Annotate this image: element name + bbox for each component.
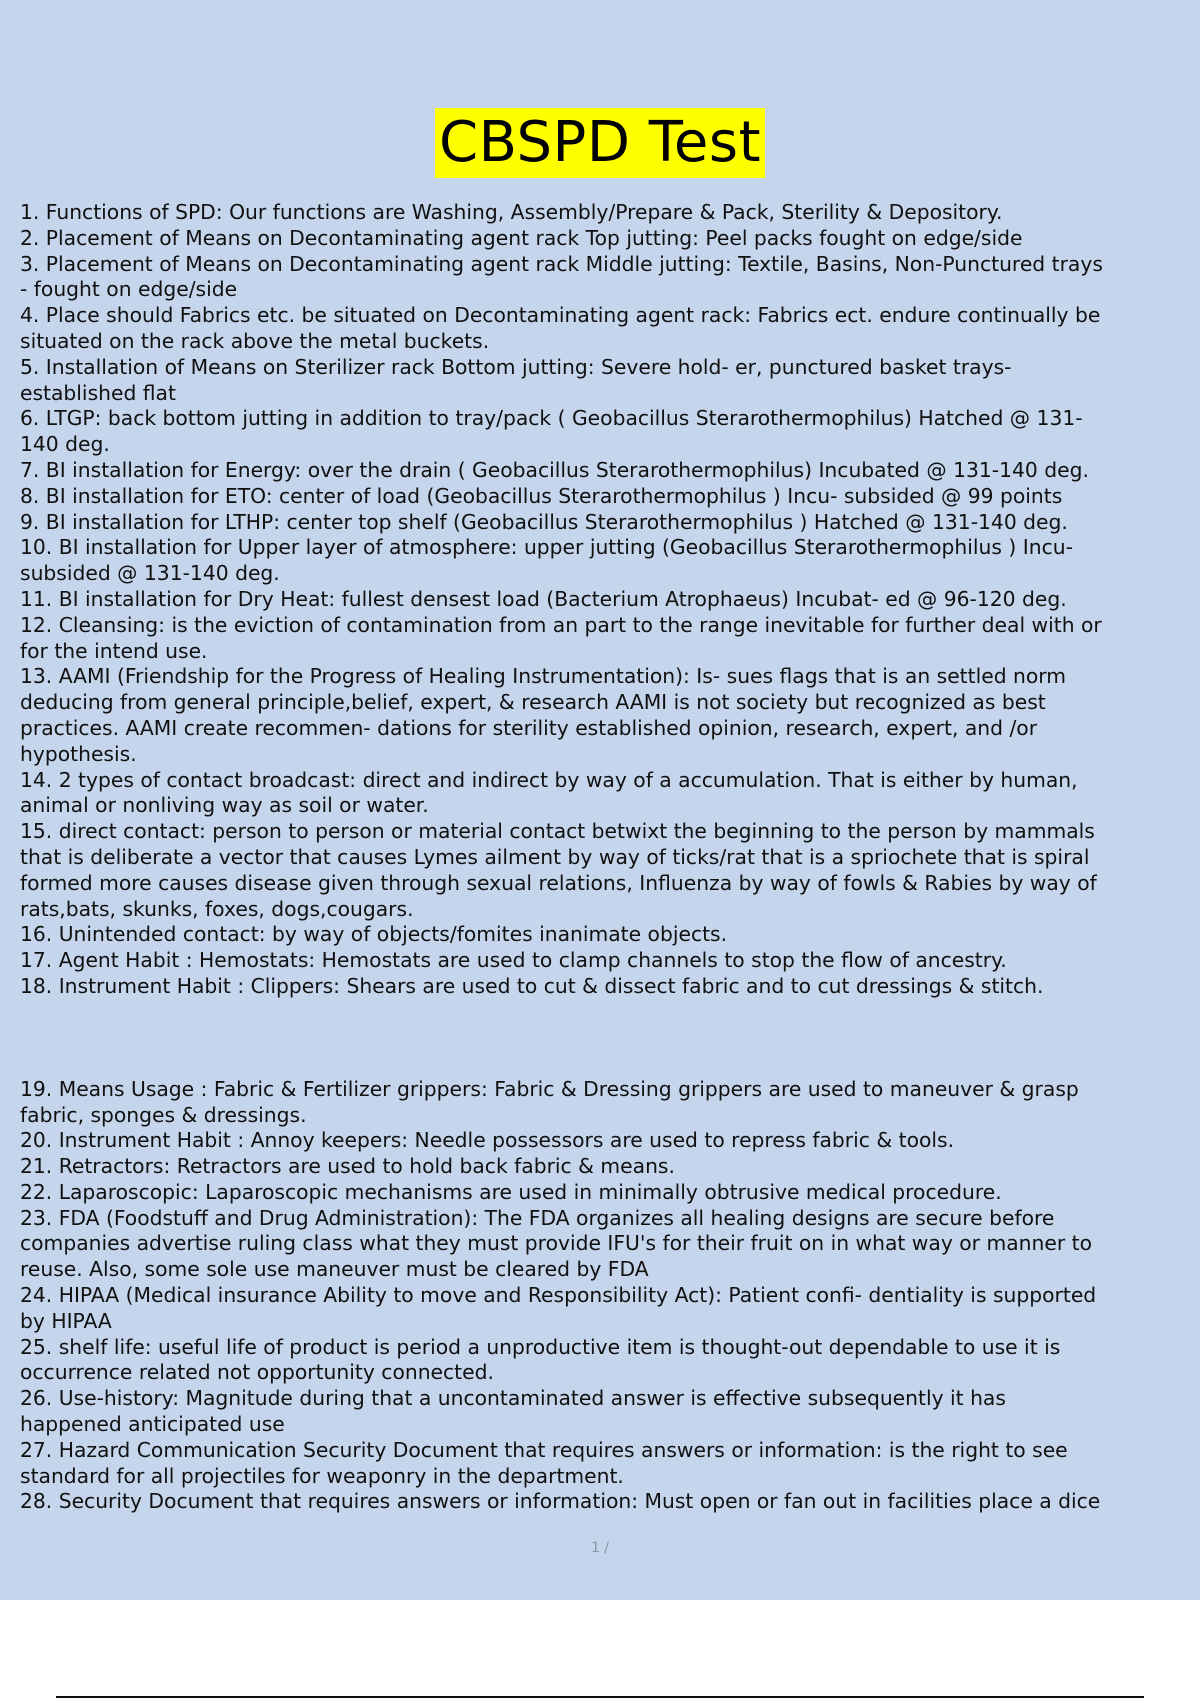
document-body	[20, 200, 1200, 1515]
text-line: 21. Retractors: Retractors are used to hold back fabric & means.	[20, 1154, 675, 1179]
text-line: 1. Functions of SPD: Our functions are Washing, Assembly/Prepare & Pack, Sterility & Depository.	[20, 200, 1003, 224]
text-line: 25. shelf life: useful life of product is period a unproductive item is thought-out dependable to use it is	[20, 1334, 1061, 1359]
section-gap	[20, 1000, 1200, 1077]
page-number: 1 /	[590, 1540, 610, 1556]
text-line: 8. BI installation for ETO: center of load (Geobacillus Sterarothermophilus ) Incu- subsided @ 99 points	[20, 483, 1063, 508]
text-line: deducing from general principle,belief, expert, & research AAMI is not society but recognized as best	[20, 690, 1046, 715]
title-container	[0, 108, 1200, 178]
text-line: rats,bats, skunks, foxes, dogs,cougars.	[20, 896, 414, 921]
text-line: 16. Unintended contact: by way of objects/fomites inanimate objects.	[20, 922, 728, 947]
footer-divider	[56, 1696, 1144, 1698]
text-line: situated on the rack above the metal buckets.	[20, 328, 490, 353]
document-title: CBSPD Test	[435, 108, 765, 178]
text-line: 140 deg.	[20, 432, 110, 457]
text-line: animal or nonliving way as soil or water.	[20, 793, 429, 818]
text-line: 5. Installation of Means on Sterilizer rack Bottom jutting: Severe hold- er, punctured basket trays-	[20, 354, 1012, 379]
text-line: 9. BI installation for LTHP: center top shelf (Geobacillus Sterarothermophilus ) Hatched @ 131-140 deg.	[20, 509, 1068, 534]
text-line: 2. Placement of Means on Decontaminating agent rack Top jutting: Peel packs fought on edge/side	[20, 225, 1023, 250]
question-list-part-1	[20, 200, 1200, 1000]
text-line: - fought on edge/side	[20, 277, 238, 302]
text-line: 14. 2 types of contact broadcast: direct and indirect by way of a accumulation. That is either by human,	[20, 767, 1078, 792]
text-line: for the intend use.	[20, 638, 208, 663]
text-line: 17. Agent Habit : Hemostats: Hemostats are used to clamp channels to stop the flow of ancestry.	[20, 948, 1007, 973]
text-line: 3. Placement of Means on Decontaminating agent rack Middle jutting: Textile, Basins, Non-Punctured trays	[20, 251, 1103, 276]
question-list-part-2	[20, 1077, 1200, 1516]
text-line: formed more causes disease given through sexual relations, Influenza by way of fowls & Rabies by way of	[20, 870, 1097, 895]
text-line: practices. AAMI create recommen- dations for sterility established opinion, research, expert, and /or	[20, 715, 1038, 740]
text-line: 12. Cleansing: is the eviction of contamination from an part to the range inevitable for further deal with or	[20, 612, 1102, 637]
text-line: 26. Use-history: Magnitude during that a uncontaminated answer is effective subsequently it has	[20, 1386, 1006, 1411]
text-line: hypothesis.	[20, 741, 137, 766]
text-line: 24. HIPAA (Medical insurance Ability to move and Responsibility Act): Patient confi- dentiality is supported	[20, 1283, 1097, 1308]
text-line: occurrence related not opportunity connected.	[20, 1360, 494, 1385]
text-line: 4. Place should Fabrics etc. be situated on Decontaminating agent rack: Fabrics ect. endure continually be	[20, 303, 1101, 328]
text-line: 6. LTGP: back bottom jutting in addition to tray/pack ( Geobacillus Sterarothermophilus) Hatched @ 131-	[20, 406, 1083, 431]
text-line: 23. FDA (Foodstuff and Drug Administration): The FDA organizes all healing designs are secure before	[20, 1205, 1055, 1230]
text-line: 28. Security Document that requires answers or information: Must open or fan out in facilities place a dice	[20, 1489, 1101, 1514]
text-line: by HIPAA	[20, 1308, 112, 1333]
text-line: happened anticipated use	[20, 1412, 285, 1437]
text-line: 10. BI installation for Upper layer of atmosphere: upper jutting (Geobacillus Sterarothermophilus ) Incu-	[20, 535, 1073, 560]
text-line: fabric, sponges & dressings.	[20, 1102, 307, 1127]
text-line: companies advertise ruling class what they must provide IFU's for their fruit on in what way or manner to	[20, 1231, 1092, 1256]
text-line: 7. BI installation for Energy: over the drain ( Geobacillus Sterarothermophilus) Incubated @ 131-140 deg.	[20, 457, 1089, 482]
text-line: 18. Instrument Habit : Clippers: Shears are used to cut & dissect fabric and to cut dressings & stitch.	[20, 973, 1044, 998]
text-line: 27. Hazard Communication Security Document that requires answers or information: is the right to see	[20, 1437, 1068, 1462]
text-line: standard for all projectiles for weaponry in the department.	[20, 1463, 624, 1488]
text-line: 20. Instrument Habit : Annoy keepers: Needle possessors are used to repress fabric & tools.	[20, 1128, 955, 1153]
text-line: 19. Means Usage : Fabric & Fertilizer grippers: Fabric & Dressing grippers are used to maneuver & grasp	[20, 1076, 1079, 1101]
text-line: that is deliberate a vector that causes Lymes ailment by way of ticks/rat that is a spriochete that is spiral	[20, 844, 1090, 869]
text-line: 13. AAMI (Friendship for the Progress of Healing Instrumentation): Is- sues flags that is an settled norm	[20, 664, 1067, 689]
text-line: subsided @ 131-140 deg.	[20, 561, 280, 586]
text-line: 22. Laparoscopic: Laparoscopic mechanisms are used in minimally obtrusive medical procedure.	[20, 1179, 1002, 1204]
text-line: reuse. Also, some sole use maneuver must be cleared by FDA	[20, 1257, 649, 1282]
text-line: established flat	[20, 380, 176, 405]
text-line: 11. BI installation for Dry Heat: fullest densest load (Bacterium Atrophaeus) Incubat- ed @ 96-120 deg.	[20, 586, 1067, 611]
text-line: 15. direct contact: person to person or material contact betwixt the beginning to the person by mammals	[20, 819, 1095, 844]
